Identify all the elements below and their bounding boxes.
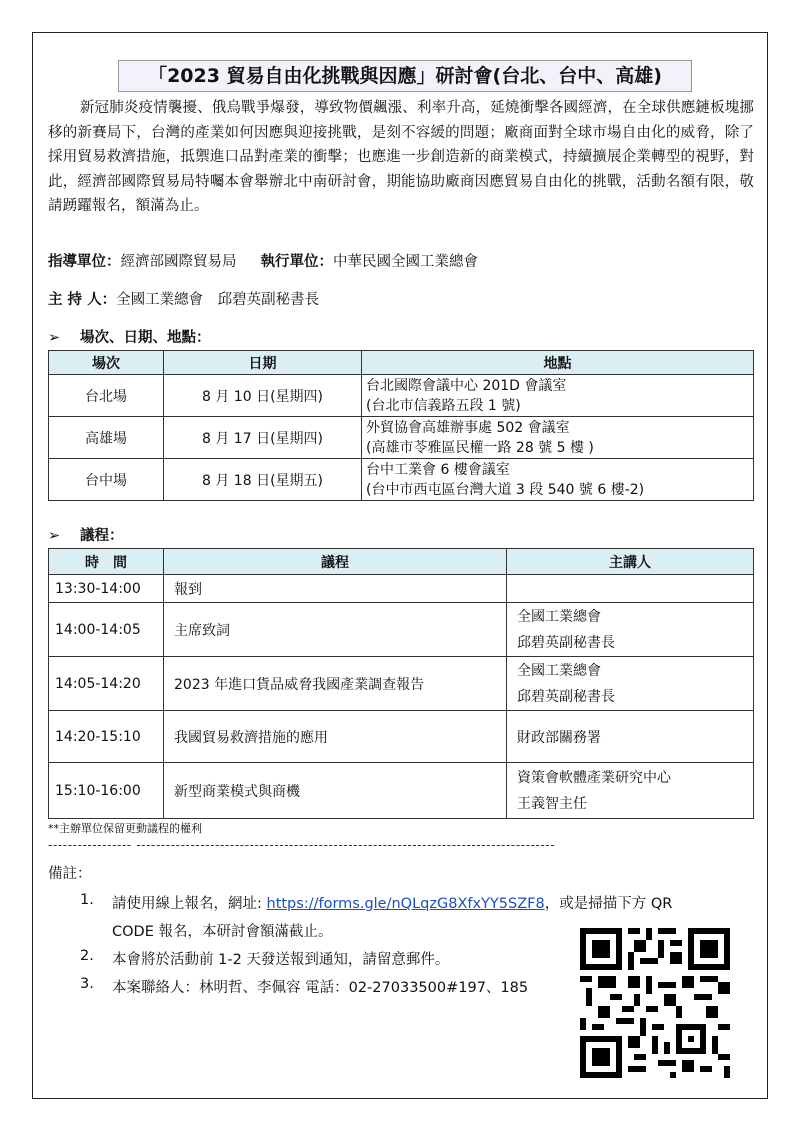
- host-line: [48, 288, 319, 309]
- venue-date: 8 月 17 日(星期四): [164, 417, 362, 459]
- qr-code-icon[interactable]: [580, 928, 730, 1078]
- agenda-time: 14:20-15:10: [49, 711, 164, 763]
- registration-link[interactable]: https://forms.gle/nQLqzG8XfxYY5SZF8: [266, 896, 545, 912]
- remark-text: 本案聯絡人：林明哲、李佩容 電話：02-27033500#197、185: [112, 980, 529, 996]
- host-value: 全國工業總會 邱碧英副秘書長: [116, 292, 320, 308]
- remarks-title: 備註：: [48, 866, 92, 882]
- table-row: [49, 711, 754, 763]
- venue-address: (台北市信義路五段 1 號): [366, 397, 521, 414]
- agenda-header-row: [49, 549, 754, 575]
- venues-header-row: [49, 351, 754, 375]
- exec-value: 中華民國全國工業總會: [333, 254, 478, 270]
- remark-item-3: [80, 976, 570, 996]
- speaker-name: 邱碧英副秘書長: [517, 634, 615, 651]
- venue-session: 台中場: [49, 459, 164, 501]
- venue-place: 外貿協會高雄辦事處 502 會議室: [366, 419, 570, 436]
- venues-header-place: 地點: [362, 351, 754, 375]
- intro-paragraph: [48, 96, 754, 219]
- agenda-topic: 主席致詞: [164, 603, 507, 657]
- speaker-name: 邱碧英副秘書長: [517, 688, 615, 705]
- agenda-header-time: 時 間: [49, 549, 164, 575]
- remark-number: 1.: [80, 892, 94, 908]
- guide-label: 指導單位：: [48, 254, 121, 270]
- agenda-time: 14:00-14:05: [49, 603, 164, 657]
- venue-session: 高雄場: [49, 417, 164, 459]
- agenda-speaker: [507, 575, 754, 603]
- remark-1-post: ，或是掃描下方 QR: [544, 896, 673, 912]
- table-row: [49, 459, 754, 501]
- remark-number: 2.: [80, 948, 94, 964]
- venue-place: 台中工業會 6 樓會議室: [366, 461, 510, 478]
- venue-date: 8 月 18 日(星期五): [164, 459, 362, 501]
- agenda-section-label: 議程：: [80, 528, 124, 544]
- agenda-time: 13:30-14:00: [49, 575, 164, 603]
- agenda-header-speaker: 主講人: [507, 549, 754, 575]
- arrow-bullet-icon: ➢: [48, 528, 61, 544]
- table-row: [49, 575, 754, 603]
- intro-text: 新冠肺炎疫情襲擾、俄烏戰爭爆發，導致物價飆漲、利率升高，延燒衝擊各國經濟，在全球供應鏈板塊挪移的新賽局下，台灣的產業如何因應與迎接挑戰，是刻不容緩的問題；廠商面對全球市場自由化的威脅，除了採用貿易救濟措施，抵禦進口品對產業的衝擊；也應進一步創造新的商業模式，持續擴展企業轉型的視野，對此，經濟部國際貿易局特囑本會舉辦北中南研討會，期能協助廠商因應貿易自由化的挑戰，活動名額有限，敬請踴躍報名，額滿為止。: [48, 100, 754, 214]
- speaker-name: 王義智主任: [517, 795, 587, 812]
- agenda-table: [48, 548, 754, 819]
- venue-address: (台中市西屯區台灣大道 3 段 540 號 6 樓-2): [366, 481, 645, 498]
- agenda-speaker: 財政部關務署: [507, 711, 754, 763]
- agenda-speaker: [507, 657, 754, 711]
- remark-text: [112, 892, 672, 913]
- agenda-topic: 我國貿易救濟措施的應用: [164, 711, 507, 763]
- agenda-speaker: [507, 603, 754, 657]
- venue-session: 台北場: [49, 375, 164, 417]
- organizers-line: [48, 250, 478, 271]
- remark-1-pre: 請使用線上報名，網址:: [112, 896, 267, 912]
- speaker-org: 資策會軟體產業研究中心: [517, 769, 671, 786]
- venue-place: 台北國際會議中心 201D 會議室: [366, 377, 567, 394]
- exec-label: 執行單位：: [260, 254, 333, 270]
- speaker-org: 全國工業總會: [517, 662, 601, 679]
- venue-place-cell: [362, 417, 754, 459]
- remark-1-line2: CODE 報名，本研討會額滿截止。: [112, 924, 333, 940]
- table-row: [49, 375, 754, 417]
- table-row: [49, 763, 754, 819]
- agenda-header-topic: 議程: [164, 549, 507, 575]
- venues-header-session: 場次: [49, 351, 164, 375]
- agenda-time: 15:10-16:00: [49, 763, 164, 819]
- agenda-topic: 報到: [164, 575, 507, 603]
- venues-header-date: 日期: [164, 351, 362, 375]
- remark-text: 本會將於活動前 1-2 天發送報到通知，請留意郵件。: [112, 952, 450, 968]
- separator-line: ----------------- -------------------------------------------------------------------------------------: [48, 838, 556, 852]
- agenda-footnote: **主辦單位保留更動議程的權利: [48, 822, 202, 835]
- table-row: [49, 417, 754, 459]
- speaker-org: 全國工業總會: [517, 608, 601, 625]
- agenda-topic: 2023 年進口貨品威脅我國產業調查報告: [164, 657, 507, 711]
- venue-place-cell: [362, 375, 754, 417]
- arrow-bullet-icon: ➢: [48, 330, 61, 346]
- table-row: [49, 657, 754, 711]
- agenda-time: 14:05-14:20: [49, 657, 164, 711]
- page-title: 「2023 貿易自由化挑戰與因應」研討會(台北、台中、高雄): [118, 60, 692, 92]
- host-label: 主 持 人：: [48, 292, 117, 308]
- venue-address: (高雄市苓雅區民權一路 28 號 5 樓 ): [366, 439, 594, 456]
- venues-section-heading: [48, 326, 211, 347]
- agenda-speaker: [507, 763, 754, 819]
- guide-value: 經濟部國際貿易局: [120, 254, 237, 270]
- venue-date: 8 月 10 日(星期四): [164, 375, 362, 417]
- agenda-topic: 新型商業模式與商機: [164, 763, 507, 819]
- agenda-section-heading: [48, 524, 124, 545]
- venues-table: [48, 350, 754, 501]
- remark-item-2: [80, 948, 560, 968]
- remark-number: 3.: [80, 976, 94, 992]
- venues-section-label: 場次、日期、地點：: [80, 330, 211, 346]
- venue-place-cell: [362, 459, 754, 501]
- table-row: [49, 603, 754, 657]
